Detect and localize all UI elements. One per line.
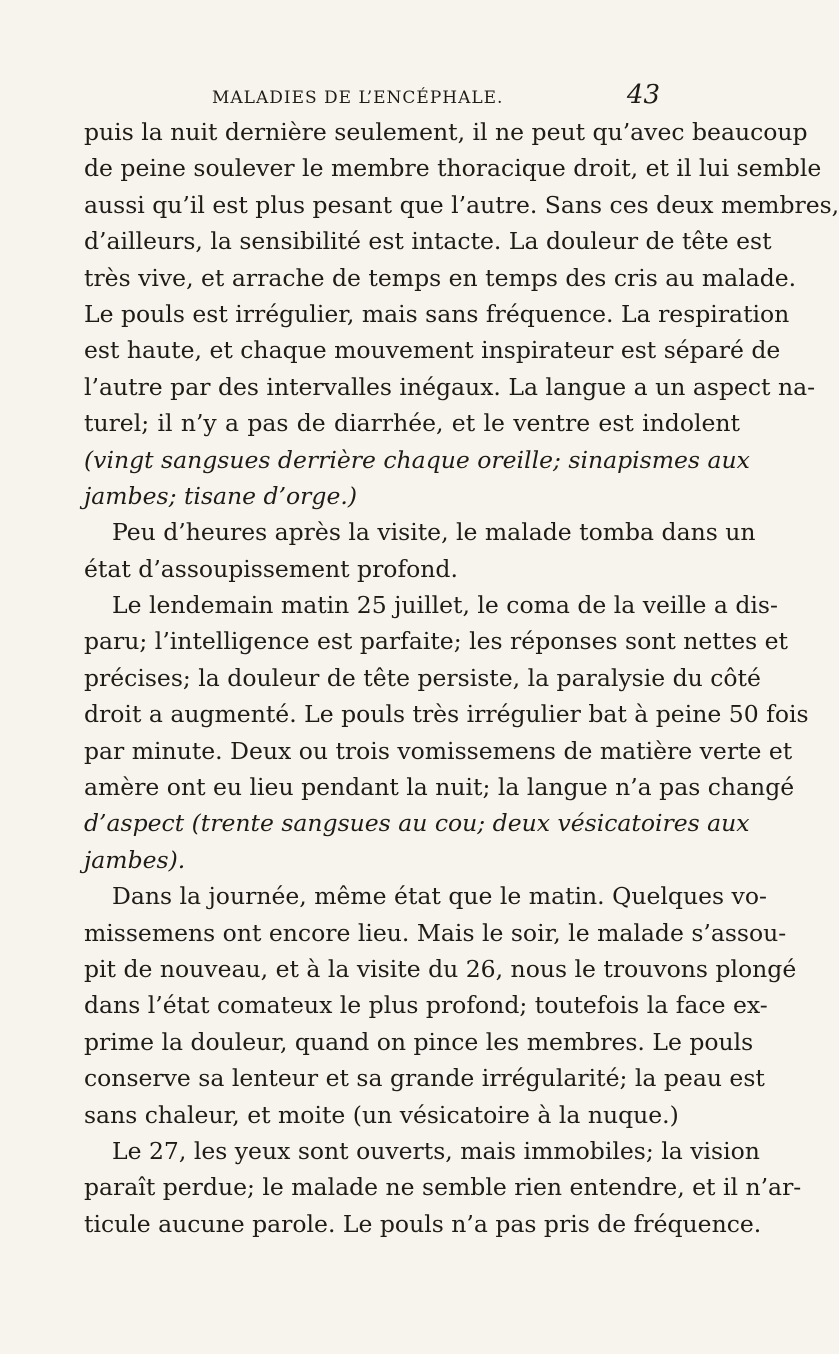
text-line: Le 27, les yeux sont ouverts, mais immobiles; la vision [112,1136,760,1165]
text-line: d’ailleurs, la sensibilité est intacte. La douleur de tête est [84,227,772,256]
text-line: de peine soulever le membre thoracique droit, et il lui semble [84,154,822,183]
text-line-prescription: (vingt sangsues derrière chaque oreille; sinapismes aux [84,445,750,474]
text-line: Dans la journée, même état que le matin. Quelques vo- [112,882,767,911]
text-line-prescription: d’aspect (trente sangsues au cou; deux vésicatoires aux [84,809,750,838]
text-line: Peu d’heures après la visite, le malade tomba dans un [112,518,756,547]
text-line: prime la douleur, quand on pince les membres. Le pouls [84,1027,754,1056]
text-line: amère ont eu lieu pendant la nuit; la langue n’a pas changé [84,773,795,802]
text-line: ticule aucune parole. Le pouls n’a pas pris de fréquence. [84,1209,762,1238]
text-line: pit de nouveau, et à la visite du 26, nous le trouvons plongé [84,954,797,983]
text-line: précises; la douleur de tête persiste, la paralysie du côté [84,663,761,692]
text-line-prescription: jambes). [84,845,186,874]
page-number: 43 [626,80,660,110]
text-line: paru; l’intelligence est parfaite; les réponses sont nettes et [84,627,788,656]
text-line: état d’assoupissement profond. [84,554,458,583]
text-line: conserve sa lenteur et sa grande irrégularité; la peau est [84,1064,765,1093]
text-line: Le lendemain matin 25 juillet, le coma de la veille a dis- [112,591,778,620]
text-line: très vive, et arrache de temps en temps des cris au malade. [84,263,797,292]
body-text [84,114,839,1242]
text-line: turel; il n’y a pas de diarrhée, et le ventre est indolent [84,409,740,438]
text-line: puis la nuit dernière seulement, il ne peut qu’avec beaucoup [84,118,808,146]
text-line: l’autre par des intervalles inégaux. La langue a un aspect na- [84,372,816,401]
text-line: Le pouls est irrégulier, mais sans fréquence. La respiration [84,299,790,328]
text-line: missemens ont encore lieu. Mais le soir, le malade s’assou- [84,918,787,947]
text-line: est haute, et chaque mouvement inspirateur est séparé de [84,336,781,365]
text-line: droit a augmenté. Le pouls très irrégulier bat à peine 50 fois [84,700,809,729]
text-line-prescription: jambes; tisane d’orge.) [84,481,358,510]
text-line: aussi qu’il est plus pesant que l’autre. Sans ces deux membres, [84,190,839,219]
text-line: paraît perdue; le malade ne semble rien entendre, et il n’ar- [84,1173,802,1202]
text-line: par minute. Deux ou trois vomissemens de matière verte et [84,736,793,765]
text-line: dans l’état comateux le plus profond; toutefois la face ex- [84,991,768,1020]
running-title: MALADIES DE L’ENCÉPHALE. [212,88,504,108]
text-line: sans chaleur, et moite (un vésicatoire à la nuque.) [84,1100,679,1129]
